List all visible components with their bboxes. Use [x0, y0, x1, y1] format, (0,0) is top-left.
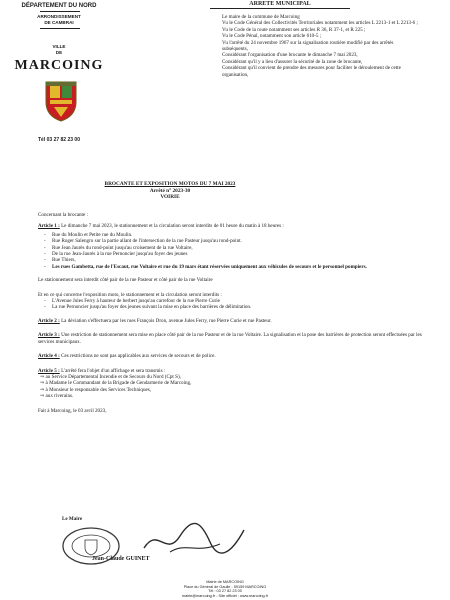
recipient: à Monsieur le responsable des Services Techniques,: [45, 386, 152, 393]
list-item: - De la rue Jean-Jaurès à la rue Pernoncier jusqu'au foyer des jeunes: [52, 251, 423, 257]
article-2: [38, 318, 423, 324]
article-text: La déviation s'effectuera par les rues François Dron, avenue Jules Ferry, rue Pierre Curie et rue Pasteur.: [61, 317, 272, 324]
decree-category: VOIRIE: [160, 194, 180, 201]
article-text: L'arrêté fera l'objet d'un affichage et sera transmis :: [61, 367, 166, 374]
recipient: aux riverains.: [45, 393, 74, 400]
considerant-line: Vu le Code de la route notamment ses articles R 36, R 37-1, et R 225 ;: [222, 26, 366, 33]
de-label: DE: [55, 50, 63, 55]
footer-town-hall: Mairie de MARCOING: [206, 580, 244, 584]
divider: [40, 11, 80, 12]
article-1: [38, 223, 423, 229]
footer: [120, 580, 330, 598]
considerant-line: Considérant qu'il y a lieu d'assurer la sécurité de la zone de brocante,: [222, 58, 363, 65]
footer-address: Place du Général de Gaulle - 59159 MARCOING: [183, 584, 267, 589]
article-label: Article 1 :: [38, 223, 60, 230]
expo-list: [38, 298, 423, 311]
arrow-icon: ⇒: [40, 373, 46, 380]
article-label: Article 4 :: [38, 353, 60, 360]
concernant-line: Concernant la brocante :: [38, 212, 88, 218]
recipient: au Service Départemental Incendie et de Secours du Nord (Cpt S),: [45, 373, 181, 380]
considerant-line: Considérant qu'il convient de prendre des mesures pour faciliter le déroulement de cette organisation,: [222, 65, 401, 78]
article-text: Une restriction de stationnement sera mise en place côté pair de la rue Pasteur et de la rue Voltaire. La signalisation et la pose des barrières de protection seront effectuées par les services municipaux.: [38, 332, 422, 345]
decree-body: [38, 212, 423, 414]
arrondissement-label: ARRONDISSEMENT: [37, 14, 81, 19]
subject-title: BROCANTE ET EXPOSITION MOTOS DU 7 MAI 2023: [104, 181, 236, 187]
list-item: - La rue Pernoncier jusqu'au foyer des jeunes suivant la mise en place des barrières de délimitation.: [52, 304, 423, 310]
list-item: - Rue du Moulin et Petite rue du Moulin.: [52, 232, 423, 238]
arrow-icon: ⇒: [40, 393, 46, 400]
signatory-name: Jean-Claude GUINET: [92, 556, 150, 562]
list-item: - Rue Roger Salengro sur la partie allant de l'intersection de la rue Pasteur jusqu'au rond-point.: [52, 238, 423, 244]
arrow-icon: ⇒: [40, 386, 46, 393]
article-label: Article 5 :: [38, 367, 60, 374]
parking-restriction: Le stationnement sera interdit côté pair de la rue Pasteur et côté pair de la rue Voltaire: [38, 277, 213, 284]
considerant-line: Vu le Code Général des Collectivités Territoriales notamment les articles L 2213-1 et L 2213-6 ;: [222, 20, 418, 27]
town-phone: Tél 03 27 82 23 00: [38, 137, 80, 143]
subject-block: [40, 181, 300, 201]
list-item: - Rue Jean Jaurès du rond-point jusqu'au croisement de la rue Voltaire,: [52, 245, 423, 251]
list-item: - Rue Thiers,: [52, 257, 423, 263]
article-3: [38, 332, 423, 345]
expo-intro: Et en ce qui concerne l'exposition moto, le stationnement et la circulation seront interdits :: [38, 291, 222, 298]
footer-contact: mairie@marcoing.fr - Site officiel : www.marcoing.fr: [181, 593, 269, 598]
list-item: [40, 393, 423, 399]
considerant-line: Le maire de la commune de Marcoing: [222, 14, 300, 20]
considerant-line: Vu l'arrêté du 24 novembre 1967 sur la signalisation routière modifié par des arrêtés subséquents,: [222, 39, 394, 53]
considerants-block: [222, 14, 418, 78]
article-label: Article 3 :: [38, 332, 60, 339]
divider: [40, 28, 80, 29]
list-item: - L'Avenue Jules Ferry à hauteur de herbert jusqu'au carrefour de la rue Pierre Curie: [52, 298, 423, 304]
article-text: Le dimanche 7 mai 2023, le stationnement et la circulation seront interdits de 01 heure du matin à 18 heures :: [61, 223, 284, 230]
signature-icon: [140, 518, 250, 562]
footer-phone: Tél : 03 27 82 23 00: [208, 589, 242, 594]
arrondissement-name: DE CAMBRAI: [44, 20, 74, 25]
article-label: Article 2 :: [38, 317, 60, 324]
ville-label: VILLE: [52, 44, 66, 49]
article-1-list: [38, 232, 423, 270]
document-title: ARRETE MUNICIPAL: [210, 0, 350, 9]
list-item: - Les rues Gambetta, rue de l'Escaut, rue Voltaire et rue du 19 mars étant réservées uniquement aux véhicules de secours et le personnel pompiers.: [52, 264, 423, 270]
department-label: DÉPARTEMENT DU NORD: [21, 3, 97, 9]
article-4: [38, 353, 423, 359]
article-5-list: [38, 374, 423, 400]
considerant-line: Considérant l'organisation d'une brocante le dimanche 7 mai 2023,: [222, 52, 358, 59]
decree-number: Arrêté n° 2023-30: [149, 187, 191, 194]
town-crest-icon: [44, 80, 78, 122]
article-text: Ces restrictions ne sont pas applicables aux services de secours et de police.: [61, 353, 216, 360]
recipient: à Madame le Commandant de la Brigade de Gendarmerie de Marcoing,: [45, 380, 192, 387]
signature-title: Le Maire: [62, 516, 83, 522]
done-at-line: Fait à Marcoing, le 03 avril 2023,: [38, 407, 107, 414]
considerant-line: Vu le Code Pénal, notamment son article 610-5 ;: [222, 33, 322, 40]
town-name: MARCOING: [14, 58, 104, 73]
arrow-icon: ⇒: [40, 380, 46, 387]
